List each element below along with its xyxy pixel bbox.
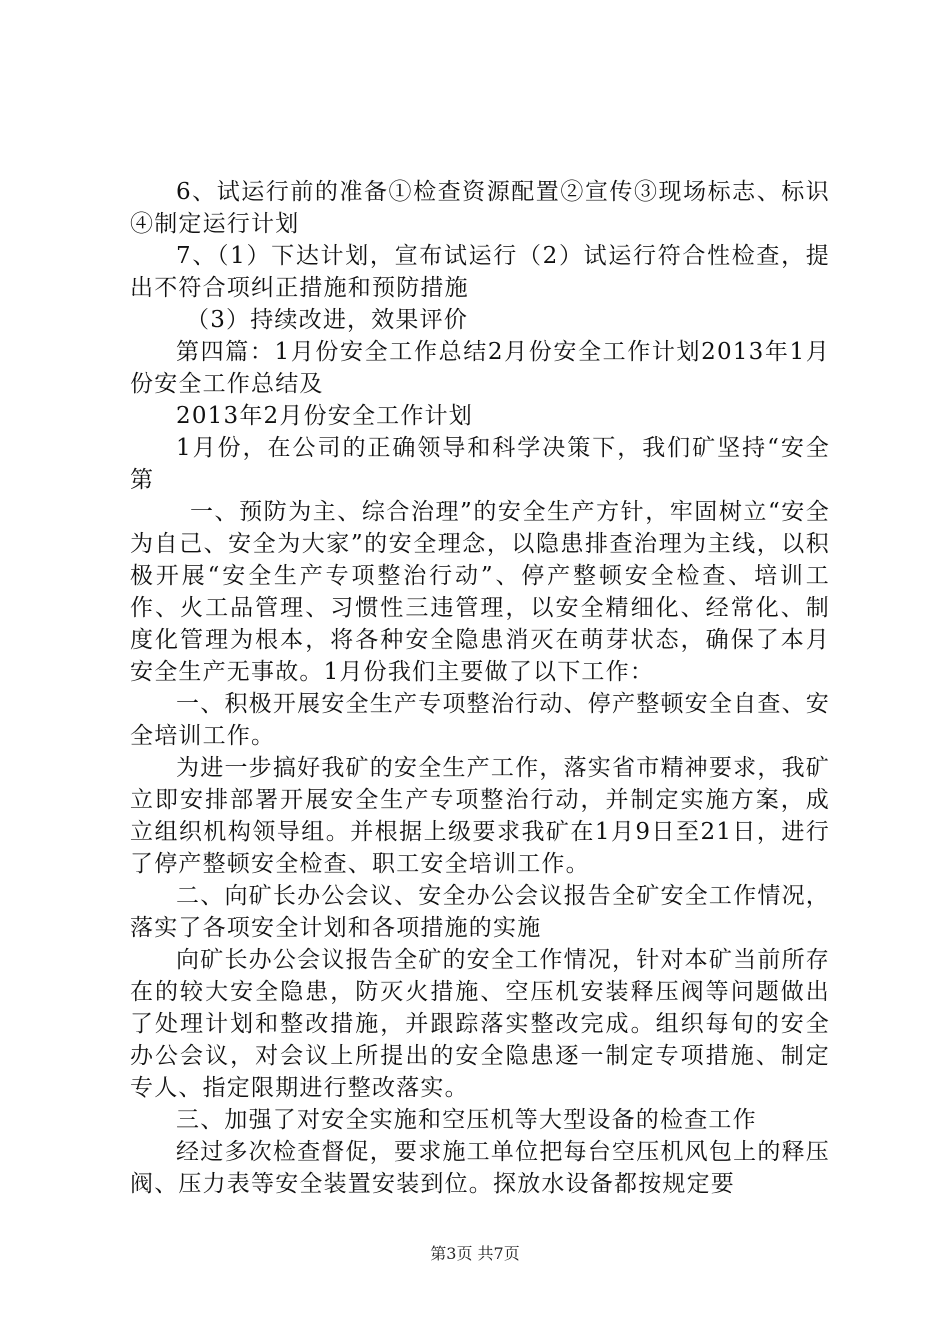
paragraph-trial-preparation: 6、试运行前的准备①检查资源配置②宣传③现场标志、标识④制定运行计划 <box>130 179 830 237</box>
paragraph-continuous-improvement: （3）持续改进，效果评价 <box>186 307 469 333</box>
paragraph-item-three-detail: 经过多次检查督促，要求施工单位把每台空压机风包上的释压阀、压力表等安全装置安装到位。探放水设备都按规定要 <box>130 1139 830 1197</box>
page-number-footer: 第3页 共7页 <box>430 1244 520 1263</box>
heading-item-three: 三、加强了对安全实施和空压机等大型设备的检查工作 <box>176 1107 757 1133</box>
paragraph-item-one-detail: 为进一步搞好我矿的安全生产工作，落实省市精神要求，我矿立即安排部署开展安全生产专项整治行动，并制定实施方案，成立组织机构领导组。并根据上级要求我矿在1月9日至21日，进行了停产整顿安全检查、职工安全培训工作。 <box>130 755 830 877</box>
paragraph-item-two-detail: 向矿长办公会议报告全矿的安全工作情况，针对本矿当前所存在的较大安全隐患，防灭火措施、空压机安装释压阀等问题做出了处理计划和整改措施，并跟踪落实整改完成。组织每旬的安全办公会议，对会议上所提出的安全隐患逐一制定专项措施、制定专人、指定限期进行整改落实。 <box>130 947 830 1101</box>
section-heading-part-four: 第四篇：1月份安全工作总结2月份安全工作计划2013年1月份安全工作总结及 <box>130 339 830 397</box>
paragraph-policy-summary: 一、预防为主、综合治理”的安全生产方针，牢固树立“安全为自己、安全为大家”的安全理念，以隐患排查治理为主线，以积极开展“安全生产专项整治行动”、停产整顿安全检查、培训工作、火工品管理、习惯性三违管理，以安全精细化、经常化、制度化管理为根本，将各种安全隐患消灭在萌芽状态，确保了本月安全生产无事故。1月份我们主要做了以下工作： <box>130 499 830 685</box>
heading-item-one: 一、积极开展安全生产专项整治行动、停产整顿安全自查、安全培训工作。 <box>130 691 830 749</box>
paragraph-intro: 1月份，在公司的正确领导和科学决策下，我们矿坚持“安全第 <box>130 435 830 493</box>
paragraph-trial-steps: 7、（1）下达计划，宣布试运行（2）试运行符合性检查，提出不符合项纠正措施和预防措施 <box>130 243 830 301</box>
heading-item-two: 二、向矿长办公会议、安全办公会议报告全矿安全工作情况，落实了各项安全计划和各项措施的实施 <box>130 883 830 941</box>
section-subheading-plan: 2013年2月份安全工作计划 <box>176 403 473 429</box>
document-body <box>130 176 830 1200</box>
